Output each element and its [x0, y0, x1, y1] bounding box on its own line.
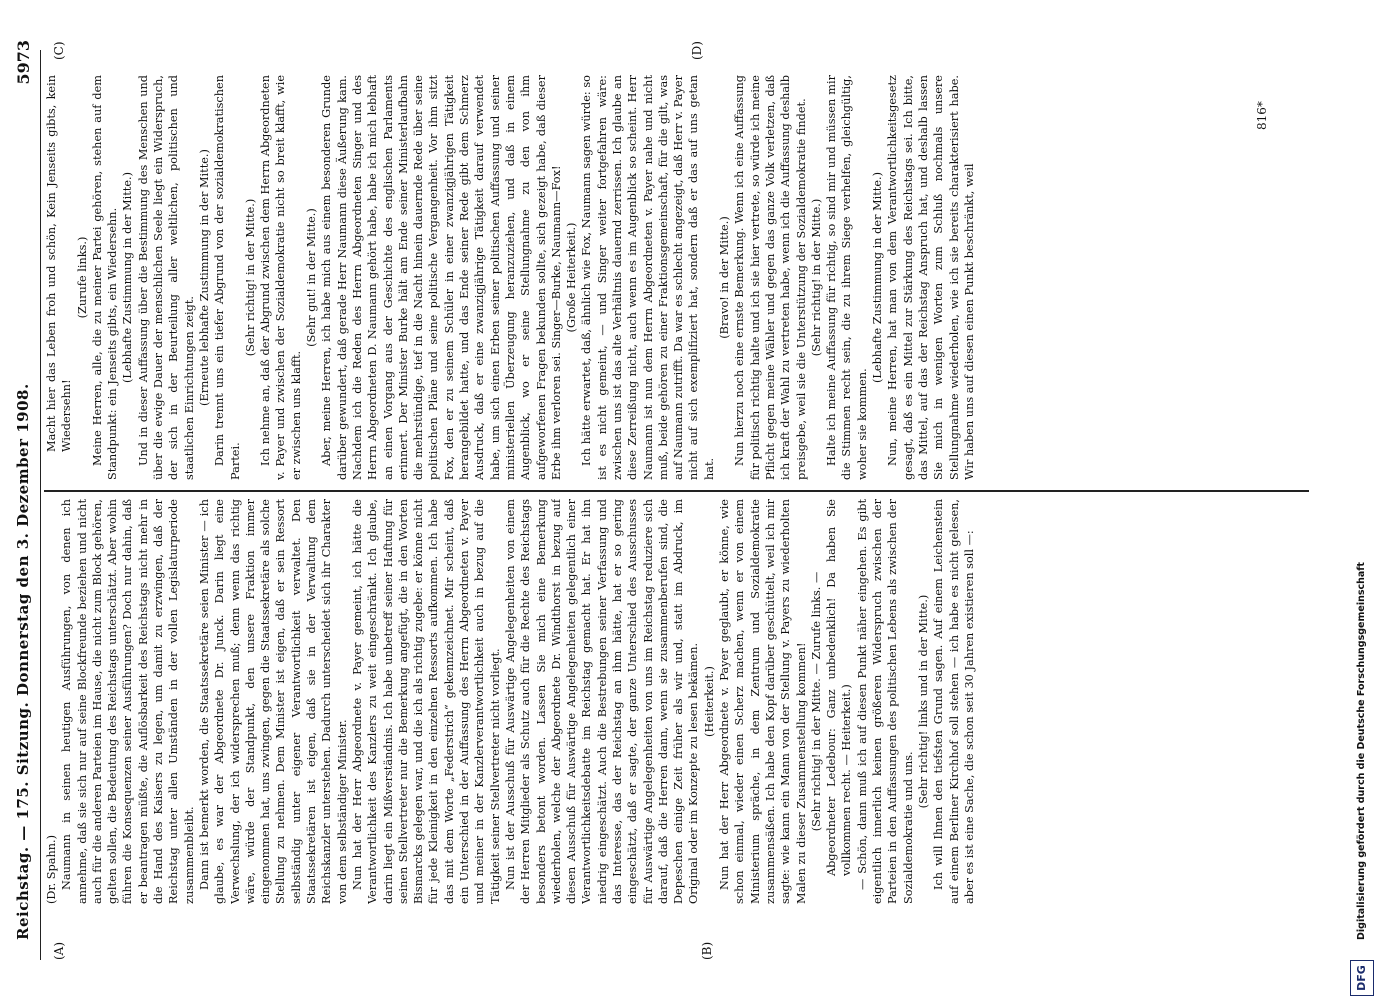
interjection: (Große Heiterkeit.)	[565, 222, 579, 333]
running-title: Reichstag. — 175. Sitzung. Donnerstag den 3. Dezember 1908.	[14, 383, 32, 940]
paragraph: Darin trennt uns ein tiefer Abgrund von der sozialdemokratischen Partei.	[213, 75, 242, 480]
paragraph: Nun ist der Ausschuß für Auswärtige Angelegenheiten von einem der Herren Mitglieder als Schutz auch für die Rechte des Reichstags besonders betont worden. Lassen Sie mich eine Bemerkung wiederholen, welche der Abgeordnete Dr. Windthorst in bezug auf diesen Ausschuß für Auswärtige Angelegenheiten gelegentlich einer Verantwortlichkeitsdebatte im Reichstag gemacht hat. Er hat ihn niedrig eingeschätzt. Auch die Bestrebungen seiner Verfassung und das Interesse, das der Reichstag an ihm hätte, hat er so gering eingeschätzt, daß er sagte, der ganze Unterschied des Ausschusses für Auswärtige Angelegenheiten von uns im Reichstag reduziere sich darauf, daß die Herren dann, wenn sie zusammenberufen sind, die Depeschen einige Zeit früher als wir und, statt im Abdruck, im Original oder im Konzepte zu lesen bekämen.	[503, 499, 701, 904]
left-column	[44, 499, 1294, 904]
paragraph: Nun hat der Herr Abgeordnete v. Payer geglaubt, er könne, wie schon einmal, wieder einen Scherz machen, wenn er von einem Ministerium spräche, in dem Zentrum und Sozialdemokratie zusammensäßen. Ich habe den Kopf darüber geschüttelt, weil ich mir sagte: wie kann ein Mann von der Stellung v. Payers zu wiederholten Malen zu dieser Zusammenstellung kommen!	[718, 499, 808, 904]
margin-letter-c: (C)	[52, 41, 66, 60]
paragraph: Ich nehme an, daß der Abgrund zwischen dem Herrn Abgeordneten v. Payer und zwischen der Sozialdemokratie nicht so breit klafft, wie er zwischen uns klafft.	[259, 75, 303, 480]
page-number: 5973	[14, 40, 33, 85]
right-column	[44, 75, 1294, 480]
paragraph: — Schön, dann muß ich auf diesen Punkt näher eingehen. Es gibt eigentlich innerlich keinen größeren Widerspruch zwischen der Parteien in den Auffassungen des politischen Lebens als zwischen der Sozialdemokratie und uns.	[855, 499, 915, 904]
header-rule	[40, 50, 41, 960]
paragraph: Ich hätte erwartet, daß, ähnlich wie Fox, Naumann sagen würde: so ist es nicht gemeint, — und Singer weiter fortgefahren wäre: zwischen uns ist das alte Verhältnis dauernd zerrissen. Ich glaube an diese Zerreißung nicht, auch wenn es im Augenblick so scheint. Herr Naumann ist nun dem Herrn Abgeordneten v. Payer nahe und nicht muß, beide gehören zu einer Fraktionsgemeinschaft, für die gilt, was auf Naumann zutrifft. Da war es schlecht angezeigt, daß Herr v. Payer nicht auf sich exemplifiziert hat, sondern daß er das auf uns getan hat.	[580, 75, 716, 480]
column-divider	[44, 491, 1309, 493]
interjection: (Bravo! in der Mitte.)	[718, 216, 732, 339]
interjection: (Zurufe links.)	[75, 236, 89, 319]
interjection: (Heiterkeit.)	[702, 666, 716, 737]
interjection: (Lebhafte Zustimmung in der Mitte.)	[121, 171, 135, 384]
interjection: (Lebhafte Zustimmung in der Mitte.)	[871, 171, 885, 384]
interjection: Abgeordneter Ledebour: Ganz unbedenklich! Da haben Sie vollkommen recht. — Heiterkeit.)	[825, 499, 854, 876]
paragraph: Nun hierzu noch eine ernste Bemerkung. Wenn ich eine Auffassung für politisch richtig halte und ich sie hier vertrete, so würde ich meine Pflicht gegen meine Wähler und gegen das ganze Volk verletzen, daß ich kraft der Wahl zu vertreten habe, wenn ich die Auffassung deshalb preisgebe, weil sie die Unterstützung der Sozialdemokratie findet.	[733, 75, 808, 480]
page-header	[14, 40, 38, 960]
print-signature: 816*	[1255, 101, 1269, 130]
paragraph: Dann ist bemerkt worden, die Staatssekretäre seien Minister — ich glaube, es war der Abgeordnete Dr. Junck. Darin liegt eine Verwechslung, der ich widersprechen muß; denn wenn das richtig wäre, würde der Standpunkt, den unsere Fraktion immer eingenommen hat, uns zwingen, gegen die Staatssekretäre als solche Stellung zu nehmen. Dem Minister ist eigen, daß er sein Ressort selbständig unter eigener Verantwortlichkeit verwaltet. Den Staatssekretären ist eigen, daß sie in der Verwaltung dem Reichskanzler unterstehen. Dadurch unterscheidet sich ihr Charakter von dem selbständiger Minister.	[197, 499, 349, 904]
interjection: (Sehr richtig! in der Mitte.)	[809, 198, 823, 357]
interjection: (Sehr richtig! in der Mitte. — Zurufe links. —	[809, 571, 823, 832]
quote: Macht hier das Leben froh und schön, Kein Jenseits gibts, kein Wiedersehn!	[45, 75, 74, 452]
margin-letter-a: (A)	[52, 941, 66, 960]
paragraph: Aber, meine Herren, ich habe mich aus einem besonderen Grunde darüber gewundert, daß gerade Herr Naumann diese Äußerung kam. Nachdem ich die Reden des Herrn Abgeordneten Singer und des Herrn Abgeordneten D. Naumann gehört habe, habe ich mich lebhaft an einen Vorgang aus der Geschichte des englischen Parlaments erinnert. Der Minister Burke hält am Ende seiner Ministerlaufbahn die mehrstündige, tief in die Nacht hinein dauernde Rede über seine politischen Pläne und seine politische Vergangenheit. Vor ihm sitzt Fox, den er zu seinem Schüler in einer zwanzigjährigen Tätigkeit herangebildet hatte, und das Ende seiner Rede gibt dem Schmerz Ausdruck, daß er eine zwanzigjährige Tätigkeit darauf verwendet habe, um sich einen Erben seiner politischen Auffassung und seiner ministeriellen Überzeugung heranzuziehen, und daß in einem Augenblick, wo er seine Stellungnahme zu den von ihm aufgeworfenen Fragen bekunden sollte, sich gezeigt habe, daß dieser Erbe ihm verloren sei. Singer—Burke, Naumann—Fox!	[320, 75, 563, 480]
digitization-credit: Digitalisierung gefördert durch die Deutsche Forschungsgemeinschaft	[1356, 562, 1367, 940]
interjection: (Erneute lebhafte Zustimmung in der Mitte.)	[197, 149, 211, 406]
paragraph: Nun hat der Herr Abgeordnete v. Payer gemeint, ich hätte die Verantwortlichkeit des Kanzlers zu weit eingeschränkt. Ich glaube, darin liegt ein Mißverständnis. Ich habe unbetreff seiner Haftung für seinen Stellvertreter nur die Bemerkung angefügt, die in den Worten Bismarcks gelegen war, und die ich als richtig zugebe: er könne nicht für jede Kleinigkeit in den einzelnen Ressorts aufkommen. Ich habe das mit dem Worte „Federstrich“ gekennzeichnet. Mir scheint, daß ein Unterschied in der Auffassung des Herrn Abgeordneten v. Payer und meiner in der Kanzlerverantwortlichkeit auch in bezug auf die Tätigkeit seiner Stellvertreter nicht vorliegt.	[350, 499, 502, 904]
interjection: (Sehr richtig! links und in der Mitte.)	[916, 594, 930, 809]
paragraph: Nun, meine Herren, hat man von dem Verantwortlichkeitsgesetz gesagt, daß es ein Mittel zur Stärkung des Reichstags sei. Ich bitte, das Mittel, auf das der Reichstag Anspruch hat, und deshalb lassen Sie mich in wenigen Worten zum Schluß nochmals unsere Stellungnahme wiederholen, wie ich sie bereits charakterisiert habe. Wir haben uns auf diesen einen Punkt beschränkt, weil	[886, 75, 976, 480]
paragraph: Ich will Ihnen den tiefsten Grund sagen. Auf einem Leichenstein auf einem Berliner Kirchhof soll stehen — ich habe es nicht gelesen, aber es ist eine Sache, die schon seit 30 Jahren existieren soll —:	[932, 499, 976, 904]
speaker-name: (Dr. Spahn.)	[45, 834, 58, 904]
paragraph: Und in dieser Auffassung über die Bestimmung des Menschen und über die ewige Dauer der menschlichen Seele liegt ein Widerspruch, der sich in der Beurteilung aller weltlichen, politischen und staatlichen Einrichtungen zeigt.	[136, 75, 196, 480]
interjection: (Sehr gut! in der Mitte.)	[305, 208, 319, 347]
paragraph: Halte ich meine Auffassung für richtig, so sind mir und müssen mir die Stimmen recht sein, die zu ihrem Siege verhelfen, gleichgültig, woher sie kommen.	[825, 75, 869, 480]
dfg-logo: DFG	[1350, 960, 1374, 996]
interjection: (Sehr richtig! in der Mitte.)	[243, 198, 257, 357]
margin-letter-d: (D)	[690, 41, 704, 60]
paragraph: Meine Herren, alle, die zu meiner Partei gehören, stehen auf dem Standpunkt: ein Jenseits gibts, ein Wiedersehn.	[90, 75, 120, 480]
paragraph: Naumann in seinen heutigen Ausführungen, von denen ich annehme, daß sie sich nur auf seine Blockfreunde beziehen und nicht auch für die anderen Parteien im Hause, die nicht zum Block gehören, gelten sollen, die Bedeutung des Reichstags unterschätzt. Aber wohin führen die Konsequenzen seiner Ausführungen? Doch nur dahin, daß er beantragen müßte, die Auflösbarkeit des Reichstags nicht mehr in die Hand des Kaisers zu legen, um damit zu erzwingen, daß der Reichstag unter allen Umständen in der vollen Legislaturperiode zusammenbleibt.	[60, 499, 196, 904]
margin-letter-b: (B)	[700, 941, 714, 960]
